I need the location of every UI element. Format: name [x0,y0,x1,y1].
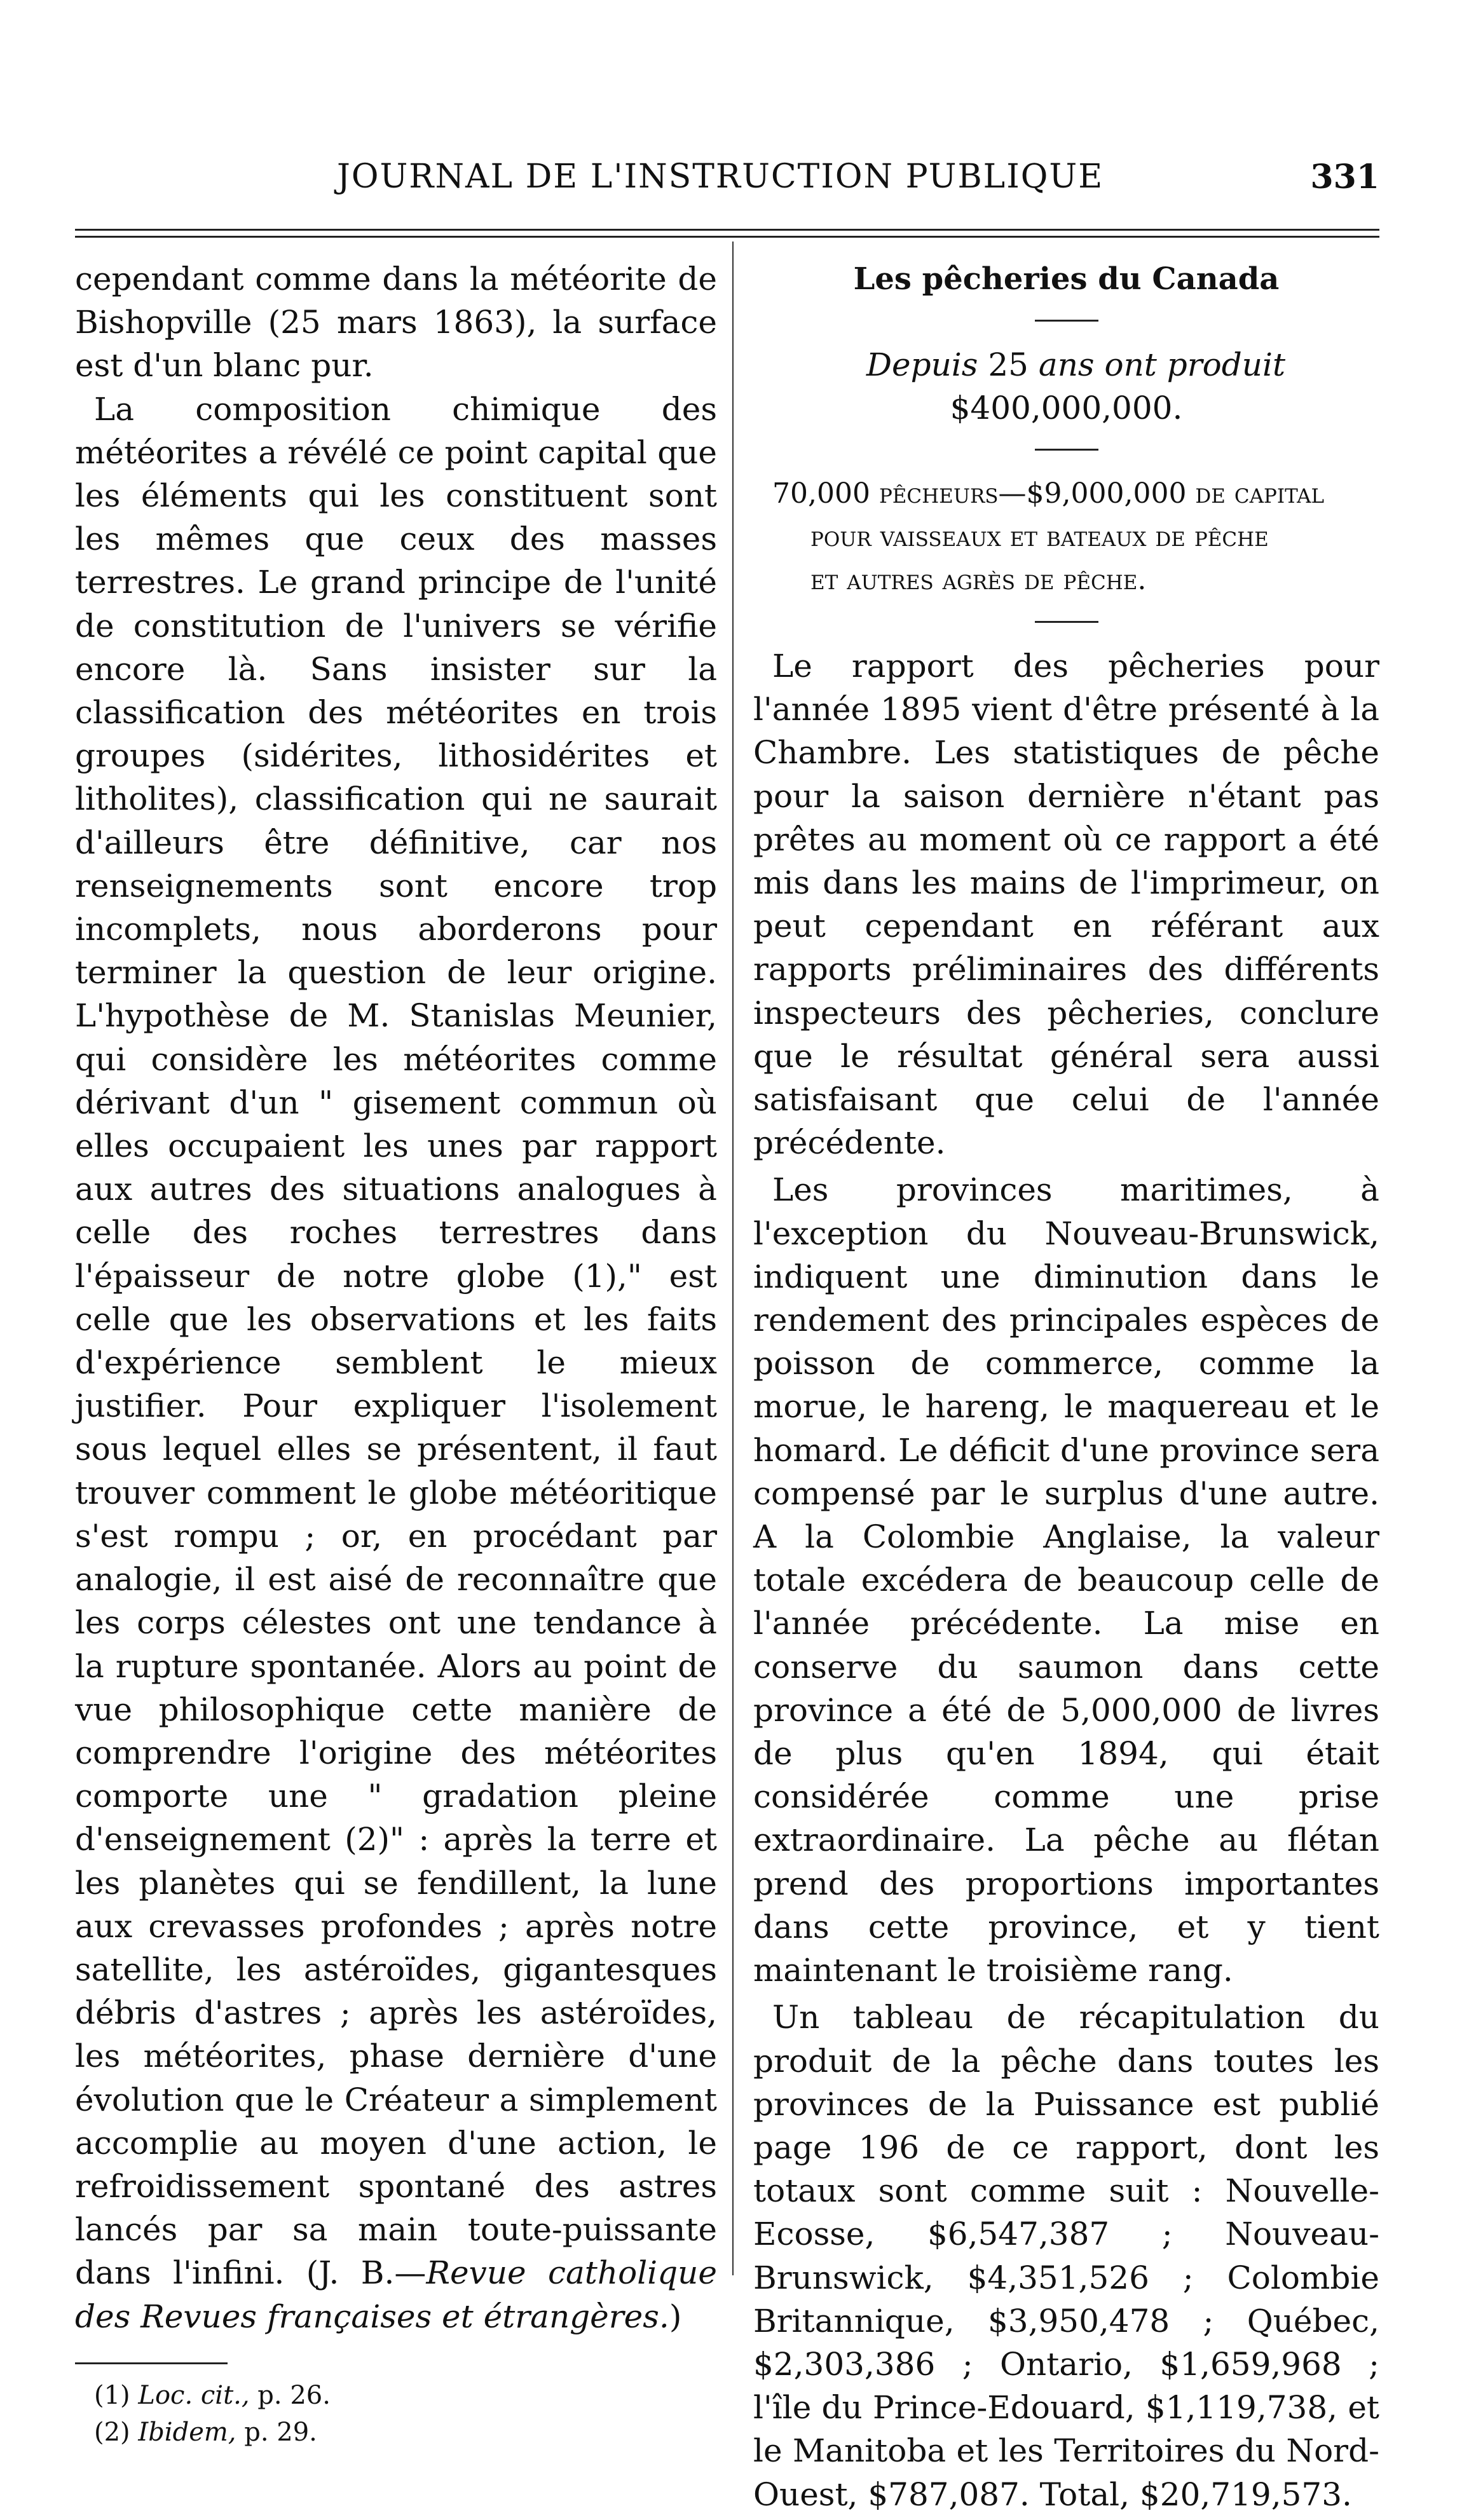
column-divider [732,242,734,2275]
footnote-1-ref: Loc. cit., [138,2380,250,2410]
citation-italic: Revue catholique des Revues françaises et étrangères. [75,2254,717,2335]
footnote-rule [75,2362,228,2364]
subtitle-amount: $400,000,000. [950,390,1183,426]
subtitle-rule [1035,449,1098,451]
capital-line-2: pour vaisseaux et bateaux de pêche [810,521,1269,553]
right-paragraph-2: Les provinces maritimes, à l'exception du Nouveau-Brunswick, indiquent une diminution dans le rendement des principales espèces de poisson de commerce, comme la morue, le hareng, le maquereau et le homard. Le déficit d'une province sera compensé par le surplus d'une autre. A la Colombie Anglaise, la valeur totale excédera de beaucoup celle de l'année précédente. La mise en conserve du saumon dans cette province a été de 5,000,000 de livres de plus qu'en 1894, qui était considérée comme une prise extraordinaire. La pêche au flétan prend des proportions importantes dans cette province, et y tient maintenant le troisième rang. [753,1171,1379,1989]
left-paragraph-1: cependant comme dans la météorite de Bishopville (25 mars 1863), la surface est d'un blanc pur. [75,261,717,385]
footnotes [75,2377,717,2451]
footnote-2-num: (2) [94,2417,130,2447]
capital-block [753,472,1379,602]
subtitle-italic-2: ans ont produit [1038,346,1286,383]
subtitle-number: 25 [988,346,1029,383]
right-paragraph-1: Le rapport des pêcheries pour l'année 1895 vient d'être présenté à la Chambre. Les statistiques de pêche pour la saison dernière n'étant pas prêtes au moment où ce rapport a été mis dans les mains de l'imprimeur, on peut cependant en référant aux rapports préliminaires des différents inspecteurs des pêcheries, conclure que le résultat général sera aussi satisfaisant que celui de l'année précédente. [753,648,1379,1162]
article-subtitle [753,343,1379,430]
left-paragraph-2-text: La composition chimique des météorites a révélé ce point capital que les éléments qui les constituent sont les mêmes que ceux des masses terrestres. Le grand principe de l'unité de constitution de l'univers se vérifie encore là. Sans insister sur la classification des météorites en trois groupes (sidérites, lithosidérites et litholites), classification qui ne saurait d'ailleurs être définitive, car nos renseignements sont encore trop incomplets, nous aborderons pour terminer la question de leur origine. L'hypothèse de M. Stanislas Meunier, qui considère les météorites comme dérivant d'un " gisement commun où elles occupaient les unes par rapport aux autres des situations analogues à celle des roches terrestres dans l'épaisseur de notre globe (1)," est celle que les observations et les faits d'expérience semblent le mieux justifier. Pour expliquer l'isolement sous lequel elles se présentent, il faut trouver comment le globe météoritique s'est rompu ; or, en procédant par analogie, il est aisé de reconnaître que les corps célestes ont une tendance à la rupture spontanée. Alors au point de vue philosophique cette manière de comprendre l'origine des météorites comporte une " gradation pleine d'enseignement (2)" : après la terre et les planètes qui se fendillent, la lune aux crevasses profondes ; après notre satellite, les astéroïdes, gigantesques débris d'astres ; après les astéroïdes, les météorites, phase dernière d'une évolution que le Créateur a simplement accomplie au moyen d'une action, le refroidissement spontané des astres lancés par sa main toute-puissante dans l'infini. (J. B.— [75,390,717,2292]
footnote-2 [75,2414,717,2451]
footnote-1 [75,2377,717,2414]
subtitle-italic-1: Depuis [866,346,978,383]
right-paragraph-3: Un tableau de récapitulation du produit de la pêche dans toutes les provinces de la Puissance est publié page 196 de ce rapport, dont les totaux sont comme suit : Nouvelle-Ecosse, $6,547,387 ; Nouveau-Brunswick, $4,351,526 ; Colombie Britannique, $3,950,478 ; Québec, $2,303,386 ; Ontario, $1,659,968 ; l'île du Prince-Edouard, $1,119,738, et le Manitoba et les Territoires du Nord-Ouest, $787,087. Total, $20,719,573. [753,1999,1379,2513]
footnote-1-page: p. 26. [257,2380,331,2410]
footnote-1-num: (1) [94,2380,130,2410]
capital-line-1: 70,000 pêcheurs—$9,000,000 de capital [772,477,1325,510]
footnote-2-ref: Ibidem, [138,2417,236,2447]
citation-close: ) [669,2298,682,2335]
left-column [75,257,717,2451]
capital-line-3: et autres agrès de pêche. [810,564,1147,596]
capital-rule [1035,621,1098,623]
page-number: 331 [1310,158,1379,196]
header-double-rule [75,229,1379,238]
running-header [70,158,1379,208]
right-column [753,257,1379,2520]
running-title: JOURNAL DE L'INSTRUCTION PUBLIQUE [337,158,1104,196]
left-paragraph-2 [75,388,717,2338]
footnote-2-page: p. 29. [244,2417,317,2447]
title-rule [1035,320,1098,322]
article-title: Les pêcheries du Canada [853,261,1280,297]
